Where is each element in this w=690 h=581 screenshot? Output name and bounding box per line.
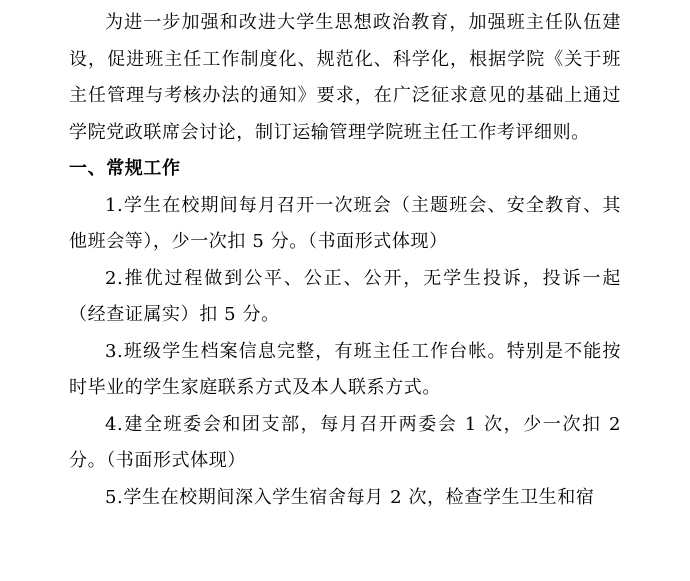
document-body bbox=[69, 0, 621, 516]
list-item: 5.学生在校期间深入学生宿舍每月 2 次，检查学生卫生和宿 bbox=[105, 486, 595, 508]
list-item: 2.推优过程做到公平、公正、公开，无学生投诉，投诉一起（经查证属实）扣 5 分。 bbox=[69, 267, 621, 325]
list-item: 1.学生在校期间每月召开一次班会（主题班会、安全教育、其他班会等），少一次扣 5 分。（书面形式体现） bbox=[69, 194, 621, 252]
list-item: 4.建全班委会和团支部，每月召开两委会 1 次，少一次扣 2 分。（书面形式体现） bbox=[69, 413, 621, 471]
section-heading: 一、常规工作 bbox=[69, 158, 181, 179]
intro-paragraph: 为进一步加强和改进大学生思想政治教育，加强班主任队伍建设，促进班主任工作制度化、规范化、科学化，根据学院《关于班主任管理与考核办法的通知》要求，在广泛征求意见的基础上通过学院党政联席会讨论，制订运输管理学院班主任工作考评细则。 bbox=[69, 12, 621, 143]
list-item: 3.班级学生档案信息完整，有班主任工作台帐。特别是不能按时毕业的学生家庭联系方式及本人联系方式。 bbox=[69, 340, 621, 398]
